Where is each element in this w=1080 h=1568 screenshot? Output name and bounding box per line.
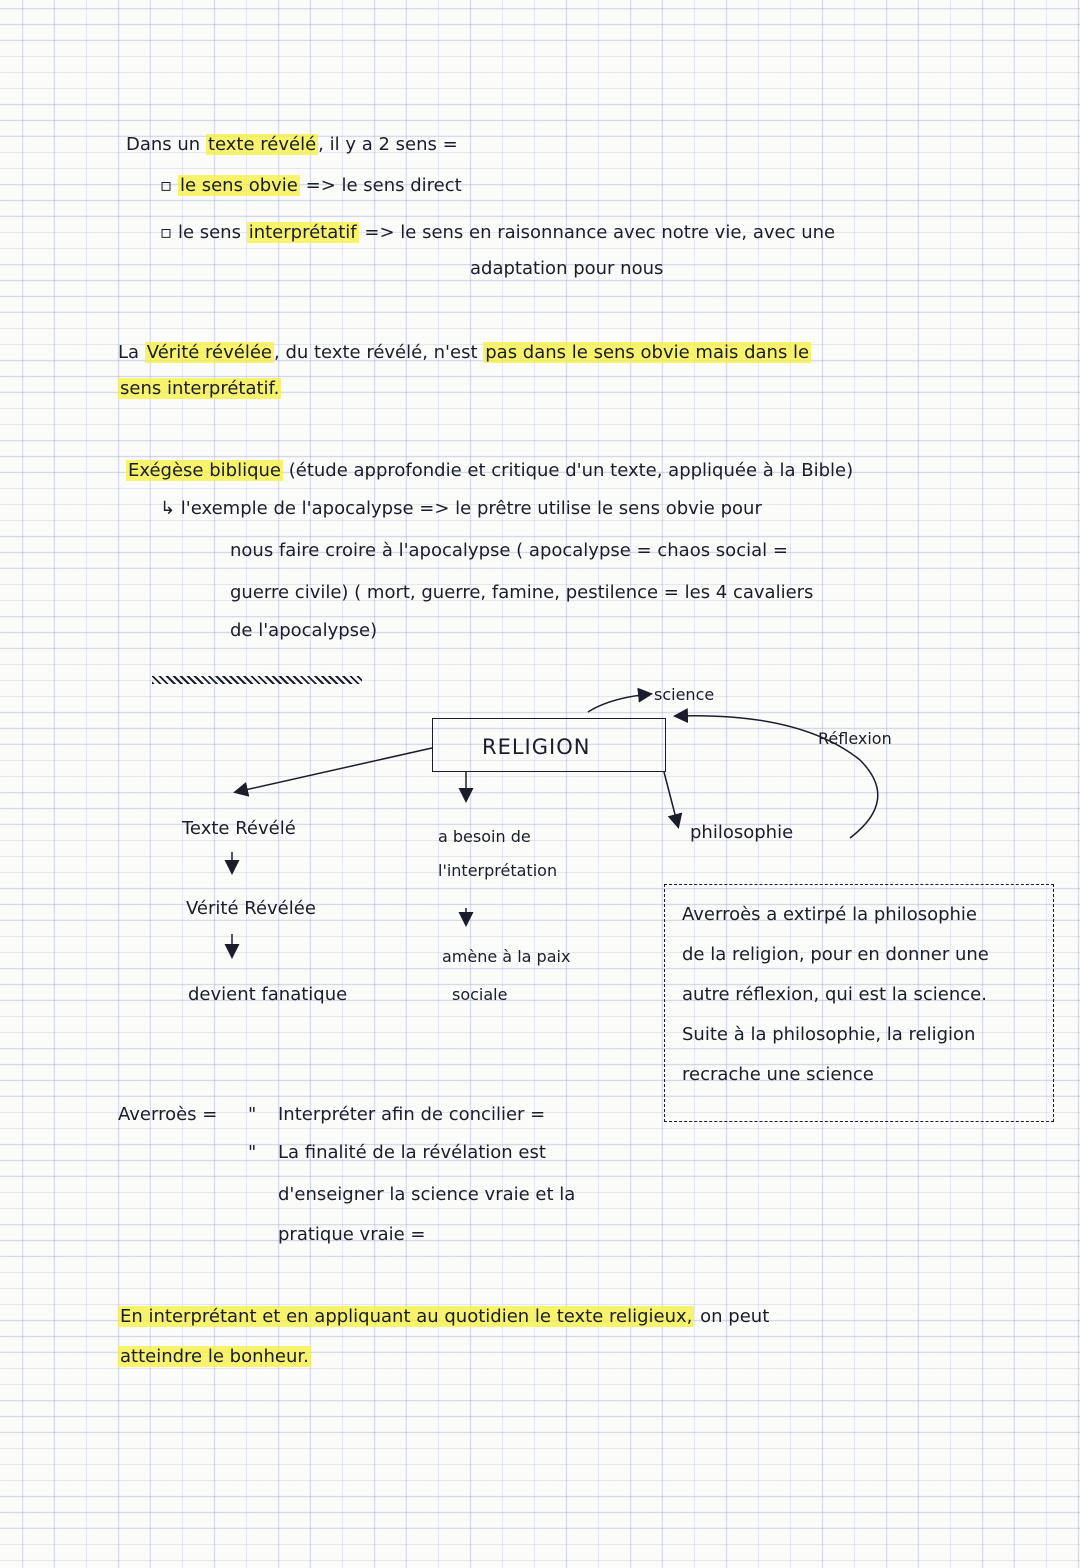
intro-rest: , il y a 2 sens = xyxy=(318,134,458,155)
verite-revelee-label: Vérité Révélée xyxy=(186,898,316,919)
truth-highlight-2: pas dans le sens obvie mais dans le xyxy=(485,342,810,363)
besoin-label-1: a besoin de xyxy=(438,827,531,846)
besoin-label-2: l'interprétation xyxy=(438,861,558,880)
item2-rest: => le sens en raisonnance avec notre vie, avec une xyxy=(364,222,836,243)
exegesis-line-3: guerre civile) ( mort, guerre, famine, pestilence = les 4 cavaliers xyxy=(230,582,814,603)
truth-highlight-3: sens interprétatif. xyxy=(120,378,280,399)
quote-mark-1: " xyxy=(248,1104,257,1125)
quote-line-1: Interpréter afin de concilier = xyxy=(278,1104,546,1125)
item1-highlight: le sens obvie xyxy=(179,175,298,196)
note-line-2: de la religion, pour en donner une xyxy=(682,944,989,965)
item2-prefix: le sens xyxy=(177,222,241,243)
truth-prefix: La xyxy=(118,342,140,363)
exegesis-definition: (étude approfondie et critique d'un texte, appliquée à la Bible) xyxy=(288,460,854,481)
conclusion-line-1 xyxy=(118,1306,769,1328)
conclusion-highlight: En interprétant et en appliquant au quotidien le texte religieux, xyxy=(120,1306,693,1327)
conclusion-rest: on peut xyxy=(700,1306,770,1327)
arrow-to-texte-revele xyxy=(236,748,432,792)
truth-highlight: Vérité révélée xyxy=(146,342,272,363)
bullet-square-icon: ▫ xyxy=(160,175,173,196)
philosophie-label: philosophie xyxy=(690,822,794,843)
science-label: science xyxy=(654,685,715,704)
conclusion-highlight-2: atteindre le bonheur. xyxy=(120,1346,309,1367)
conclusion-line-2 xyxy=(118,1346,311,1368)
note-line-1: Averroès a extirpé la philosophie xyxy=(682,904,978,925)
note-line-5: recrache une science xyxy=(682,1064,874,1085)
bullet-square-icon: ▫ xyxy=(160,222,173,243)
note-line-4: Suite à la philosophie, la religion xyxy=(682,1024,976,1045)
quote-line-2: La finalité de la révélation est xyxy=(278,1142,546,1163)
reflexion-label: Réflexion xyxy=(818,729,892,748)
intro-highlight: texte révélé xyxy=(207,134,317,155)
item1-rest: => le sens direct xyxy=(305,175,462,196)
paix-label-1: amène à la paix xyxy=(442,947,571,966)
quote-line-3: d'enseigner la science vraie et la xyxy=(278,1184,576,1205)
exegesis-line-4: de l'apocalypse) xyxy=(230,620,378,641)
arrow-to-science xyxy=(588,694,650,712)
exegesis-line-1: ↳ l'exemple de l'apocalypse => le prêtre utilise le sens obvie pour xyxy=(160,498,762,519)
religion-label: RELIGION xyxy=(482,735,591,759)
quote-mark-2: " xyxy=(248,1142,257,1163)
exegesis-highlight: Exégèse biblique xyxy=(128,460,281,481)
truth-mid: , du texte révélé, n'est xyxy=(274,342,478,363)
texte-revele-label: Texte Révélé xyxy=(182,818,296,839)
exegesis-line-2: nous faire croire à l'apocalypse ( apocalypse = chaos social = xyxy=(230,540,788,561)
paix-label-2: sociale xyxy=(452,985,508,1004)
intro-prefix: Dans un xyxy=(126,134,201,155)
averroes-label: Averroès = xyxy=(118,1104,218,1125)
arrow-to-philosophie xyxy=(664,772,678,826)
item2-highlight: interprétatif xyxy=(248,222,357,243)
quote-line-4: pratique vraie = xyxy=(278,1224,426,1245)
note-line-3: autre réflexion, qui est la science. xyxy=(682,984,987,1005)
item2-continuation: adaptation pour nous xyxy=(470,258,664,279)
devient-fanatique-label: devient fanatique xyxy=(188,984,348,1005)
